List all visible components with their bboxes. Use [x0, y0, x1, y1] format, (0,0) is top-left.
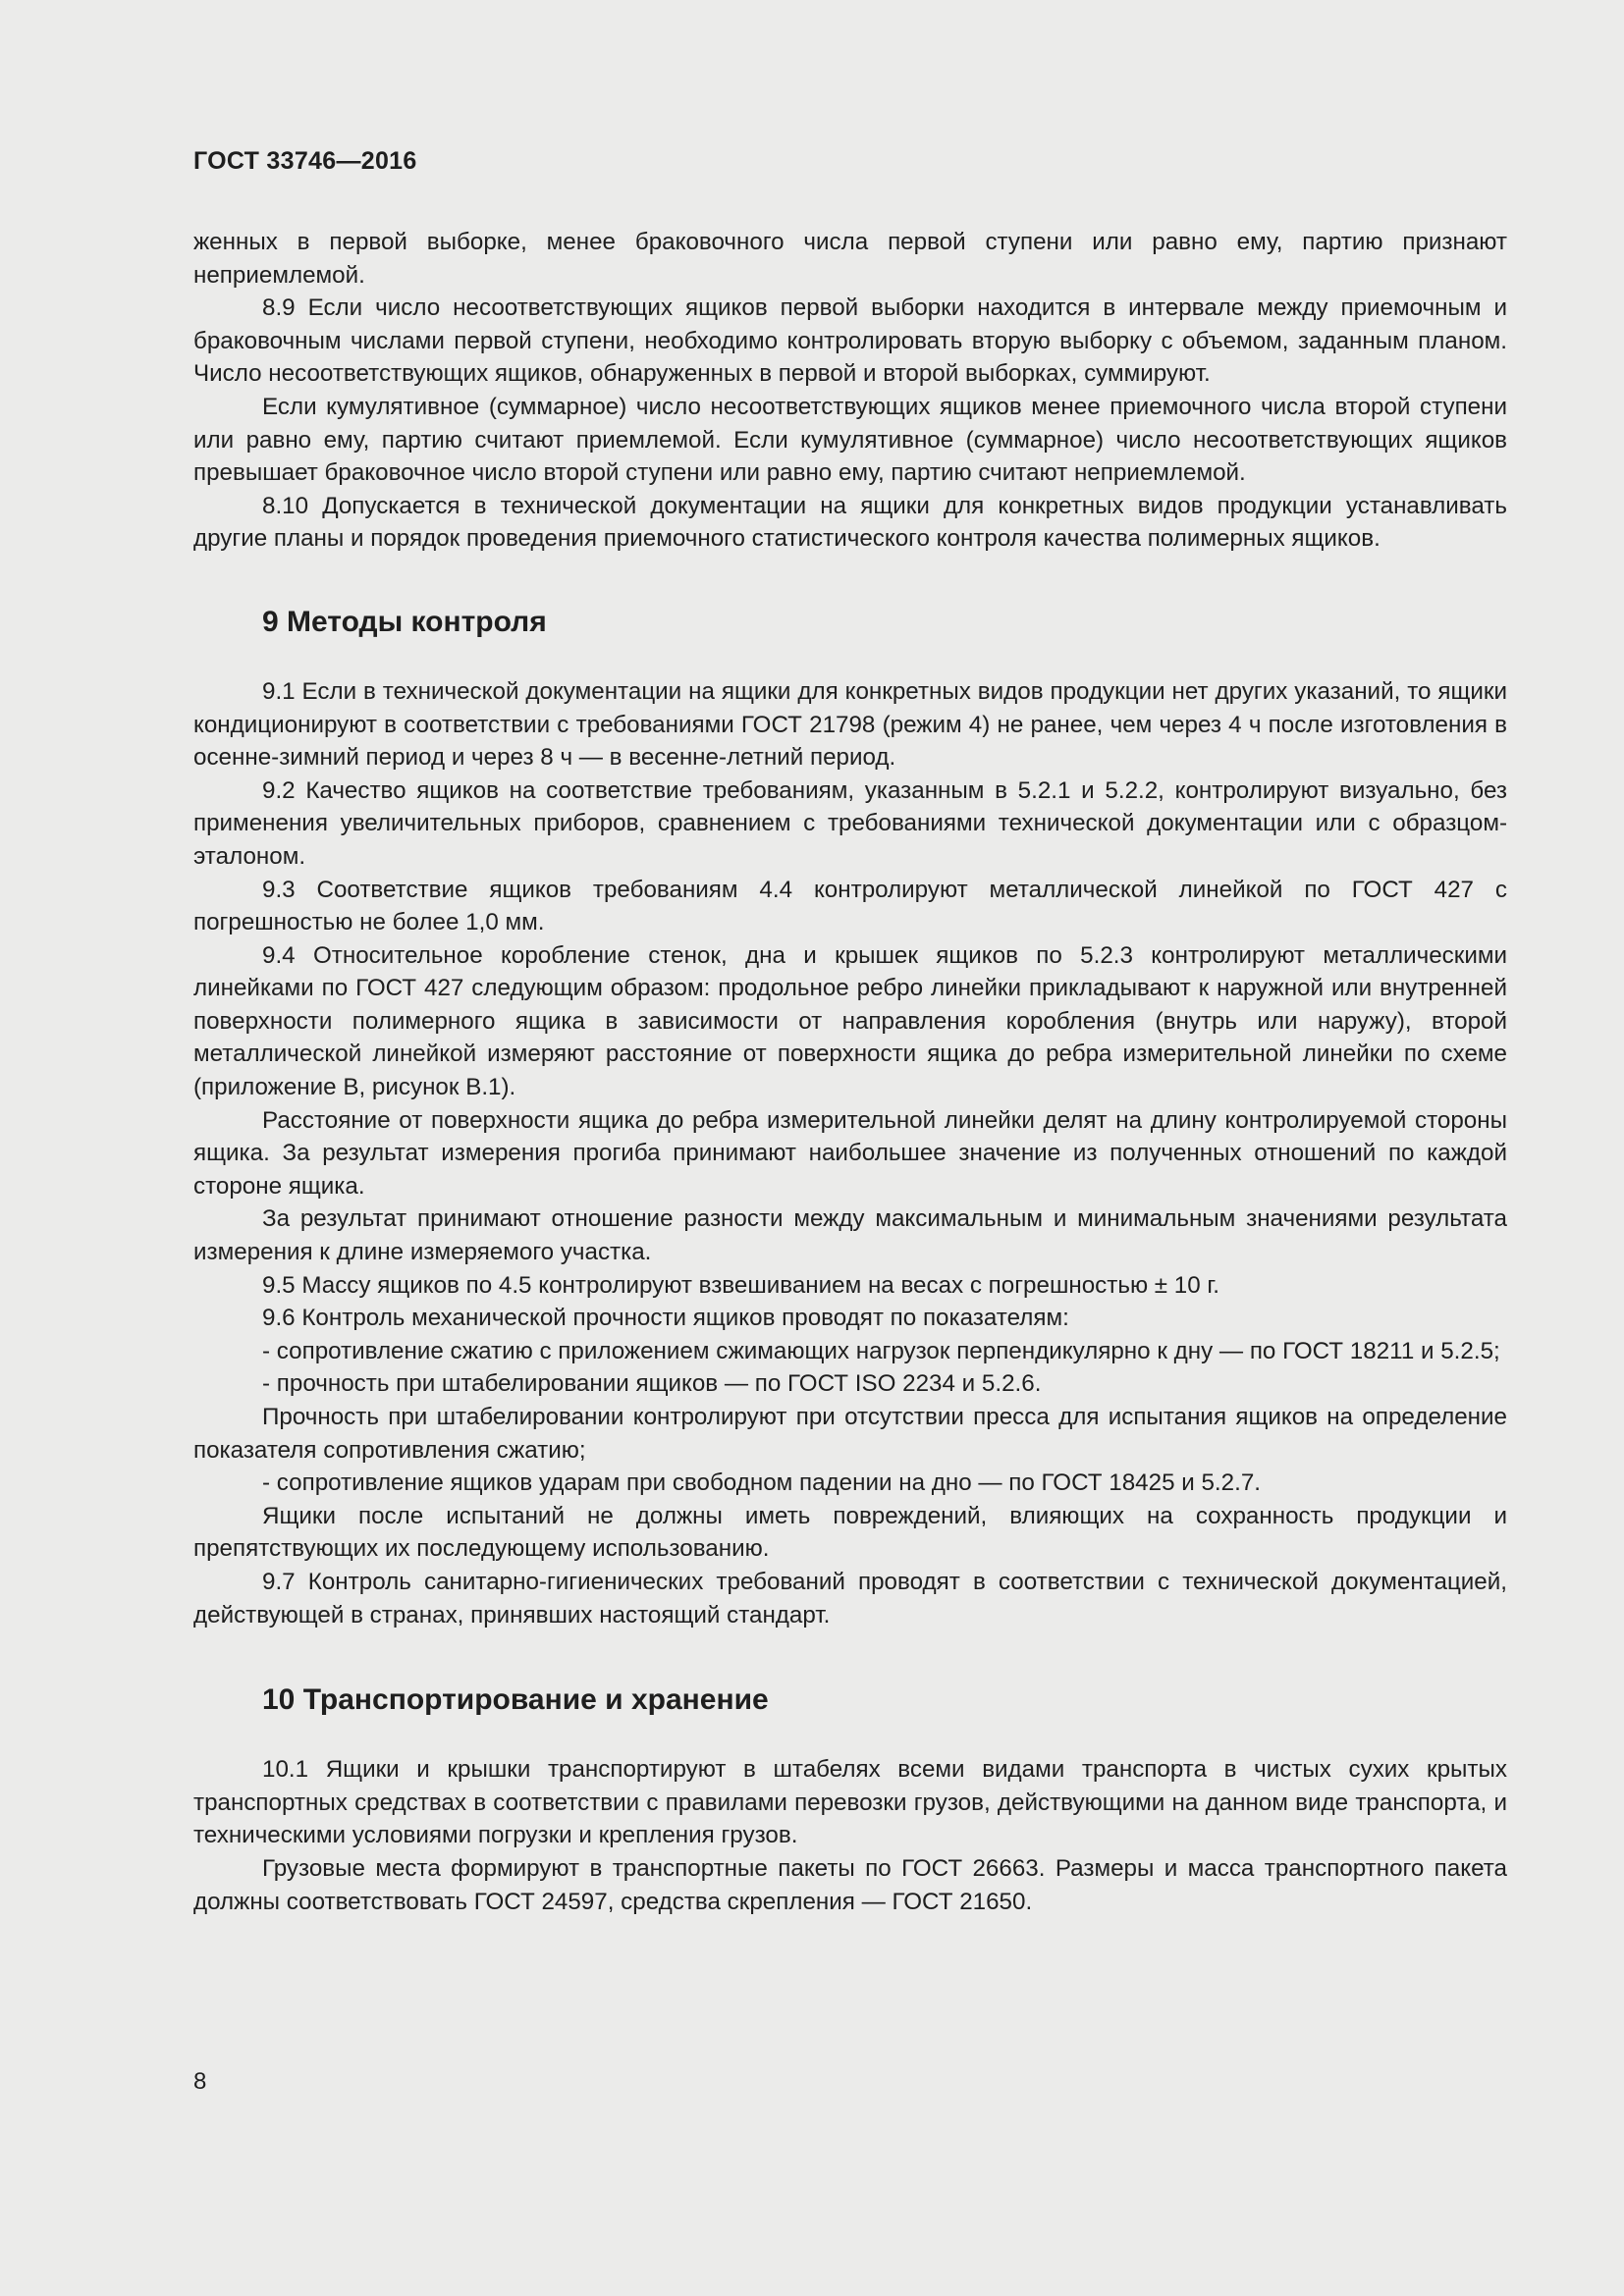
paragraph: Если кумулятивное (суммарное) число несоответствующих ящиков менее приемочного числа второй ступени или равно ему, партию считают приемлемой. Если кумулятивное (суммарное) число несоответствующих ящиков превышает браковочное число второй ступени или равно ему, партию считают неприемлемой. [193, 393, 1507, 487]
section-9-heading: 9 Методы контроля [262, 605, 547, 638]
paragraph: За результат принимают отношение разности между максимальным и минимальным значениями результата измерения к длине измеряемого участка. [193, 1205, 1507, 1266]
list-item: - прочность при штабелировании ящиков — по ГОСТ ISO 2234 и 5.2.6. [262, 1370, 1042, 1398]
paragraph-continuation: женных в первой выборке, менее браковочного числа первой ступени или равно ему, партию признают неприемлемой. [193, 229, 1507, 289]
paragraph-9-5: 9.5 Массу ящиков по 4.5 контролируют взвешиванием на весах с погрешностью ± 10 г. [262, 1271, 1220, 1299]
paragraph: Ящики после испытаний не должны иметь повреждений, влияющих на сохранность продукции и препятствующих их последующему использованию. [193, 1502, 1507, 1563]
paragraph: Грузовые места формируют в транспортные пакеты по ГОСТ 26663. Размеры и масса транспортного пакета должны соответствовать ГОСТ 24597, средства скрепления — ГОСТ 21650. [193, 1854, 1507, 1915]
paragraph-9-6: 9.6 Контроль механической прочности ящиков проводят по показателям: [262, 1305, 1069, 1332]
paragraph-9-2: 9.2 Качество ящиков на соответствие требованиям, указанным в 5.2.1 и 5.2.2, контролируют визуально, без применения увеличительных приборов, сравнением с требованиями технической документации или с образцом-эталоном. [193, 776, 1507, 870]
paragraph-9-4: 9.4 Относительное коробление стенок, дна и крышек ящиков по 5.2.3 контролируют металлическими линейками по ГОСТ 427 следующим образом: продольное ребро линейки прикладывают к наружной или внутренней поверхности полимерного ящика в зависимости от направления коробления (внутрь или наружу), второй металлической линейкой измеряют расстояние от поверхности ящика до ребра измерительной линейки по схеме (приложение В, рисунок В.1). [193, 941, 1507, 1101]
paragraph-9-3: 9.3 Соответствие ящиков требованиям 4.4 контролируют металлической линейкой по ГОСТ 427 с погрешностью не более 1,0 мм. [193, 876, 1507, 936]
paragraph-9-1: 9.1 Если в технической документации на ящики для конкретных видов продукции нет других указаний, то ящики кондиционируют в соответствии с требованиями ГОСТ 21798 (режим 4) не ранее, чем через 4 ч после изготовления в осенне-зимний период и через 8 ч — в весенне-летний период. [193, 677, 1507, 772]
list-item: - сопротивление сжатию с приложением сжимающих нагрузок перпендикулярно к дну — по ГОСТ 18211 и 5.2.5; [262, 1337, 1500, 1364]
paragraph-8-9: 8.9 Если число несоответствующих ящиков первой выборки находится в интервале между приемочным и браковочным числами первой ступени, необходимо контролировать вторую выборку с объемом, заданным планом. Число несоответствующих ящиков, обнаруженных в первой и второй выборках, суммируют. [193, 294, 1507, 388]
paragraph-9-7: 9.7 Контроль санитарно-гигиенических требований проводят в соответствии с технической документацией, действующей в странах, принявших настоящий стандарт. [193, 1568, 1507, 1629]
list-item: - сопротивление ящиков ударам при свободном падении на дно — по ГОСТ 18425 и 5.2.7. [262, 1469, 1261, 1497]
document-body [193, 226, 1507, 1918]
paragraph-8-10: 8.10 Допускается в технической документации на ящики для конкретных видов продукции устанавливать другие планы и порядок проведения приемочного статистического контроля качества полимерных ящиков. [193, 492, 1507, 553]
paragraph: Прочность при штабелировании контролируют при отсутствии пресса для испытания ящиков на определение показателя сопротивления сжатию; [193, 1404, 1507, 1464]
paragraph: Расстояние от поверхности ящика до ребра измерительной линейки делят на длину контролируемой стороны ящика. За результат измерения прогиба принимают наибольшее значение из полученных отношений по каждой стороне ящика. [193, 1106, 1507, 1200]
document-id-header: ГОСТ 33746—2016 [193, 147, 417, 175]
section-10-heading: 10 Транспортирование и хранение [262, 1683, 769, 1717]
paragraph-10-1: 10.1 Ящики и крышки транспортируют в штабелях всеми видами транспорта в чистых сухих крытых транспортных средствах в соответствии с правилами перевозки грузов, действующими на данном виде транспорта, и техническими условиями погрузки и крепления грузов. [193, 1756, 1507, 1849]
page-number: 8 [193, 2068, 207, 2095]
